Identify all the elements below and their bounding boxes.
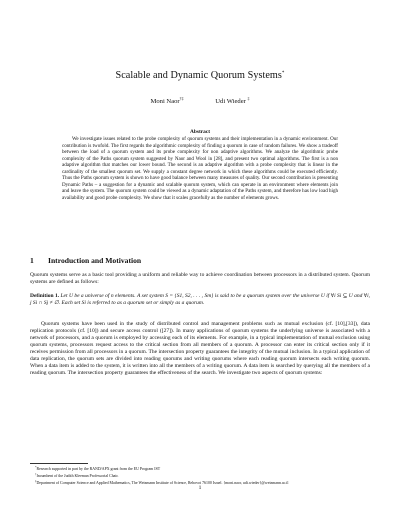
author-2-mark: ‡ — [247, 96, 250, 101]
footnote-2 — [30, 472, 370, 479]
paper-title-text: Scalable and Dynamic Quorum Systems — [115, 70, 282, 81]
page-number: 1 — [198, 485, 202, 491]
section-number: 1 — [30, 256, 34, 265]
definition-text: Let U be a universe of n elements. A set system S = {S1, S2, . . . , Sm} is said to be a quorum system over the universe U if ∀i Si ⊆ U and ∀i, j Si ∩ Sj ≠ ∅. Each set Si is referred to as a quorum set or simply as a quorum. — [30, 293, 371, 307]
paper-title — [0, 70, 400, 81]
author-2-name: Udi Wieder — [215, 98, 246, 105]
footnote-divider — [30, 463, 88, 464]
definition-label: Definition 1. — [30, 293, 60, 299]
abstract-text: We investigate issues related to the probe complexity of quorum systems and their implementation in a dynamic environment. Our contribution is twofold. The first regards the algorithmic complexity of finding a quorum in case of random failures. We show a tradeoff between the load of a quorum system and its probe complexity for non adaptive algorithms. We analyze the algorithmic probe complexity of the Paths quorum system suggested by Naor and Wool in [28], and present two optimal algorithms. The first is a non adaptive algorithm that matches our lower bound. The second is an adaptive algorithm with a probe complexity that is linear in the cardinality of the smallest quorum set. We supply a constant degree network in which these algorithms could be executed efficiently. Thus the Paths quorum system is shown to have good balance between many measures of quality. Our second contribution is presenting Dynamic Paths – a suggestion for a dynamic and scalable quorum system, which can operate in an environment where elements join and leave the system. The quorum system could be viewed as a dynamic adaptation of the Paths system, and therefore has low load high availability and good probe complexity. We show that it scales gracefully as the number of elements grows. — [62, 136, 338, 201]
definition-block — [30, 293, 370, 307]
section-title: Introduction and Motivation — [48, 256, 142, 265]
body-paragraph-2: Quorum systems have been used in the study of distributed control and management problems such as mutual exclusion (cf. [10],[33]), data replication protocols (cf. [10]) and secure access control ([27]). In many applications of quorum systems the underlying universe is associated with a network of processors, and a quorum is employed by accessing each of its elements. For example, in a typical implementation of mutual exclusion using quorum systems, processors request access to the critical section from all members of a quorum. A processor can enter its critical section only if it receives permission from all processors in a quorum. The intersection property guarantees the integrity of the mutual inclusion. In a typical application of data replication, the quorum sets are divided into reading quorums and writing quorums where each reading quorum intersects each writing quorum. When a data item is added to the system, it is written into all the members of a writing quorum. A data item is searched by querying all the members of a reading quorum. The intersection property guarantees the effectiveness of the search. We investigate two aspects of quorum systems: — [30, 321, 370, 377]
author-1 — [151, 96, 184, 105]
footnote-3-mark: ‡ — [35, 479, 37, 484]
intro-paragraph: Quorum systems serve as a basic tool providing a uniform and reliable way to achieve coordination between processors in a distributed system. Quorum systems are defined as follows: — [30, 272, 370, 286]
abstract-heading: Abstract — [189, 129, 211, 135]
footnote-1-mark: * — [35, 465, 37, 469]
section-heading — [30, 256, 370, 265]
title-footnote-mark: * — [281, 71, 285, 76]
author-list — [0, 96, 400, 105]
footnote-2-mark: † — [35, 472, 37, 477]
footnote-1-text: Research supported in part by the RAND/APX grant from the EU Program IST — [36, 467, 161, 471]
author-1-mark: †‡ — [179, 96, 184, 101]
footnote-3-text: Department of Computer Science and Applied Mathematics, The Weizmann Institute of Science, Rehovot 76100 Israel. {moni.naor, udi.wieder}@weizmann.ac.il — [36, 481, 289, 486]
footnote-2-text: Incumbent of the Judith Kleeman Professorial Chair. — [36, 474, 119, 479]
footnotes — [30, 465, 370, 486]
footnote-1 — [30, 465, 370, 472]
author-2 — [215, 96, 249, 105]
author-1-name: Moni Naor — [150, 98, 180, 105]
